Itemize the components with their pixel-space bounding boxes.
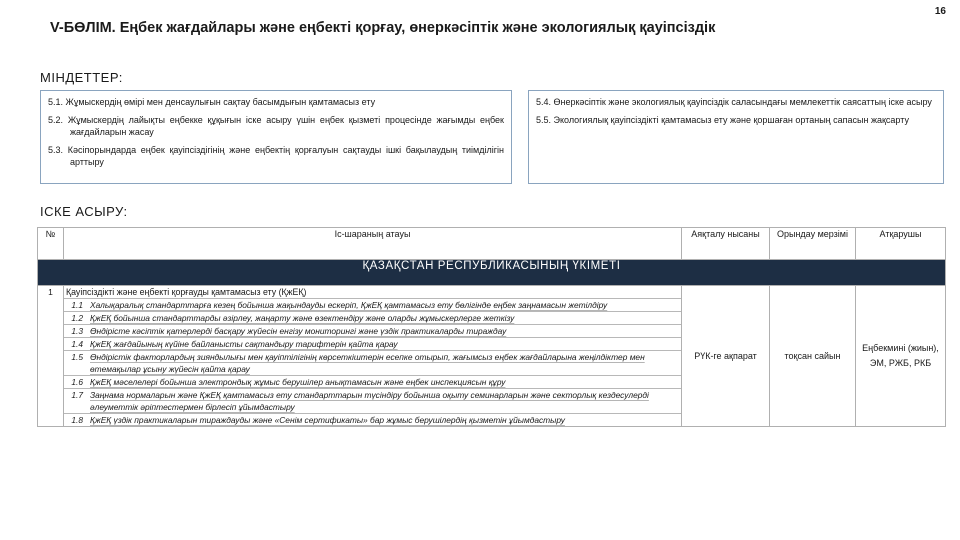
table-row — [38, 286, 946, 427]
group-title: ҚАЗАҚСТАН РЕСПУБЛИКАСЫНЫҢ ҮКІМЕТІ — [38, 260, 946, 286]
task-item: 5.1. Жұмыскердің өмірі мен денсаулығын сақтау басымдығын қамтамасыз ету — [48, 97, 376, 107]
list-item — [64, 413, 681, 426]
task-item: 5.5. Экологиялық қауіпсіздікті қамтамасыз ету және қоршаған ортаның сапасын жақсарту — [536, 115, 909, 125]
task-item: 5.2. Жұмыскердің лайықты еңбекке құқығын іске асыру үшін еңбек қызметі процесінде жағымды еңбек жағдайларын жасау — [48, 115, 504, 137]
sub-item-number: 1.1 — [71, 300, 83, 310]
sub-item-number: 1.5 — [71, 352, 83, 362]
executors: Еңбекмині (жиын), ЭМ, РЖБ, РКБ — [856, 286, 946, 427]
sub-item-number: 1.4 — [71, 339, 83, 349]
row-number: 1 — [38, 286, 64, 427]
sub-item-text: Халықаралық стандарттарға кезең бойынша жақындауды ескеріп, ҚжЕҚ қамтамасыз ету бөлігінде еңбек заңнамасын жетілдіру — [90, 300, 608, 310]
sub-item-text: Өндірісте кәсіптік қатерлерді басқару жүйесін енгізу мониторингі және үздік практикаларды тираждау — [90, 326, 507, 336]
sub-item-number: 1.7 — [71, 390, 83, 400]
tasks-left-box — [40, 90, 512, 184]
list-item — [64, 388, 681, 413]
list-item — [64, 350, 681, 375]
sub-item-number: 1.6 — [71, 377, 83, 387]
list-item — [64, 311, 681, 324]
list-item — [64, 298, 681, 311]
header-measure: Іс-шараның атауы — [64, 228, 682, 260]
sub-item-text: Заңнама нормаларын және ҚжЕҚ қамтамасыз ету стандарттарын түсіндіру бойынша оқыту семинарларын және секторлық кездесулерді әлеуметтік әріптестермен бірлесіп ұйымдастыру — [90, 390, 649, 412]
implementation-table — [37, 227, 946, 427]
list-item — [64, 324, 681, 337]
page-number: 16 — [934, 6, 946, 17]
measure-title: Қауіпсіздікті және еңбекті қорғауды қамтамасыз ету (ҚжЕҚ) — [66, 287, 307, 297]
sub-item-text: ҚжЕҚ үздік практикаларын тираждауды және «Сенім сертификаты» бар жұмыс берушілердің қызметін ұйымдастыру — [90, 415, 565, 425]
table-header-row — [38, 228, 946, 260]
header-num: № — [38, 228, 64, 260]
page-title: V-БӨЛІМ. Еңбек жағдайлары және еңбекті қорғау, өнеркәсіптік және экологиялық қауіпсіздік — [50, 20, 716, 36]
group-row — [38, 260, 946, 286]
list-item — [64, 375, 681, 388]
header-form: Аяқталу нысаны — [682, 228, 770, 260]
completion-form: РҮК-ге ақпарат — [682, 286, 770, 427]
deadline: тоқсан сайын — [770, 286, 856, 427]
sub-item-number: 1.8 — [71, 415, 83, 425]
sub-item-text: ҚжЕҚ мәселелері бойынша электрондық жұмыс берушілер анықтамасын және еңбек инспекциясын құру — [90, 377, 506, 387]
task-item: 5.4. Өнеркәсіптік және экологиялық қауіпсіздік саласындағы мемлекеттік саясаттың іске асыру — [536, 97, 932, 107]
list-item — [64, 337, 681, 350]
tasks-heading: МІНДЕТТЕР: — [40, 70, 123, 85]
sub-item-text: ҚжЕҚ бойынша стандарттарды әзірлеу, жаңарту және өзектендіру және оларды жұмыскерлерге жеткізу — [90, 313, 515, 323]
header-deadline: Орындау мерзімі — [770, 228, 856, 260]
implementation-heading: ІСКЕ АСЫРУ: — [40, 204, 128, 219]
tasks-right-box — [528, 90, 944, 184]
task-item: 5.3. Кәсіпорындарда еңбек қауіпсіздігінің және еңбектің қорғалуын сақтауды ішкі бақылаудың тиімділігін арттыру — [48, 145, 504, 167]
sub-item-number: 1.2 — [71, 313, 83, 323]
sub-item-text: Өндірістік факторлардың зияндылығы мен қауіптілігінің көрсеткіштерін есепке отырып, жағымсыз еңбек жағдайларына жеңілдіктер мен өтемақылар ұсыну жүйесін қайта қарау — [90, 352, 645, 374]
sub-item-number: 1.3 — [71, 326, 83, 336]
header-executors: Атқарушы — [856, 228, 946, 260]
measure-cell — [64, 286, 682, 427]
sub-item-text: ҚжЕҚ жағдайының күйіне байланысты сақтандыру тарифтерін қайта қарау — [90, 339, 398, 349]
